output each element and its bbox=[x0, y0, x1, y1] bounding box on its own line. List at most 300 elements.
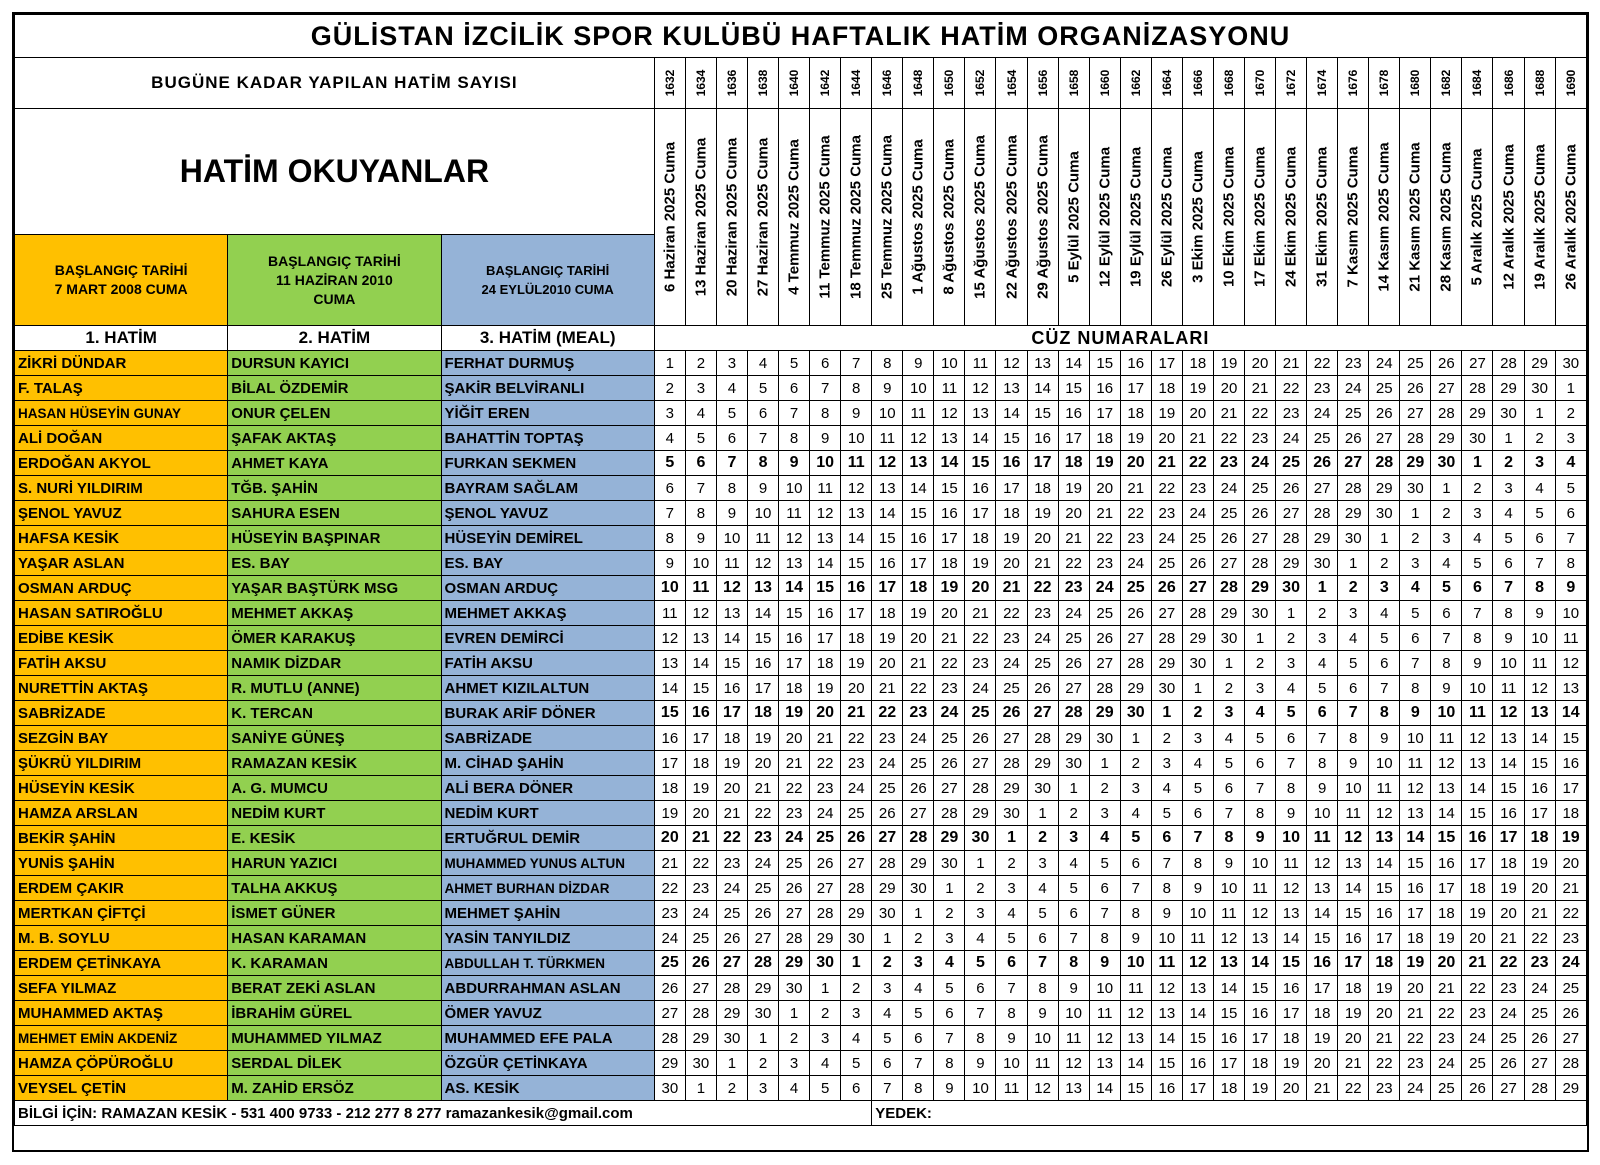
cuz-cell: 26 bbox=[1493, 1051, 1524, 1076]
cuz-cell: 13 bbox=[1400, 801, 1431, 826]
cuz-cell: 4 bbox=[1431, 551, 1462, 576]
cuz-cell: 2 bbox=[1089, 776, 1120, 801]
cuz-cell: 30 bbox=[1493, 401, 1524, 426]
cuz-cell: 14 bbox=[903, 476, 934, 501]
date-header bbox=[685, 109, 716, 326]
cuz-cell: 24 bbox=[716, 876, 747, 901]
cuz-cell: 3 bbox=[1555, 426, 1586, 451]
cuz-cell: 4 bbox=[1338, 626, 1369, 651]
cuz-cell: 1 bbox=[810, 976, 841, 1001]
cuz-cell: 26 bbox=[1213, 526, 1244, 551]
cuz-cell: 27 bbox=[747, 926, 778, 951]
cuz-cell: 8 bbox=[934, 1051, 965, 1076]
cuz-cell: 17 bbox=[1307, 976, 1338, 1001]
cuz-cell: 8 bbox=[1524, 576, 1555, 601]
header-cuz-numaralari: CÜZ NUMARALARI bbox=[654, 326, 1586, 351]
cuz-cell: 14 bbox=[1027, 376, 1058, 401]
hatim-1-name: HAMZA ÇÖPÜROĞLU bbox=[15, 1051, 228, 1076]
cuz-cell: 5 bbox=[1400, 601, 1431, 626]
date-header bbox=[716, 109, 747, 326]
cuz-cell: 16 bbox=[996, 451, 1027, 476]
hatim-2-name: DURSUN KAYICI bbox=[228, 351, 441, 376]
cuz-cell: 2 bbox=[934, 901, 965, 926]
cuz-cell: 15 bbox=[1307, 926, 1338, 951]
cuz-cell: 25 bbox=[685, 926, 716, 951]
cuz-cell: 26 bbox=[1338, 426, 1369, 451]
cuz-cell: 20 bbox=[654, 826, 685, 851]
cuz-cell: 13 bbox=[1151, 1001, 1182, 1026]
cuz-cell: 25 bbox=[1027, 651, 1058, 676]
hatim-count: 1646 bbox=[880, 69, 895, 97]
hatim-count-cell bbox=[1213, 58, 1244, 109]
cuz-cell: 8 bbox=[903, 1076, 934, 1101]
cuz-cell: 15 bbox=[1400, 851, 1431, 876]
cuz-cell: 27 bbox=[1182, 576, 1213, 601]
cuz-cell: 9 bbox=[1307, 776, 1338, 801]
cuz-cell: 3 bbox=[1431, 526, 1462, 551]
cuz-cell: 12 bbox=[934, 401, 965, 426]
cuz-cell: 30 bbox=[1462, 426, 1493, 451]
cuz-cell: 29 bbox=[1244, 576, 1275, 601]
cuz-cell: 21 bbox=[872, 676, 903, 701]
cuz-cell: 1 bbox=[747, 1026, 778, 1051]
cuz-cell: 12 bbox=[747, 551, 778, 576]
cuz-cell: 5 bbox=[1151, 801, 1182, 826]
cuz-cell: 9 bbox=[1151, 901, 1182, 926]
cuz-cell: 10 bbox=[1244, 851, 1275, 876]
hatim-2-name: NAMIK DİZDAR bbox=[228, 651, 441, 676]
cuz-cell: 22 bbox=[841, 726, 872, 751]
cuz-cell: 18 bbox=[1027, 476, 1058, 501]
table-row bbox=[15, 701, 1587, 726]
cuz-cell: 20 bbox=[1058, 501, 1089, 526]
cuz-cell: 8 bbox=[1369, 701, 1400, 726]
cuz-cell: 29 bbox=[903, 851, 934, 876]
cuz-cell: 30 bbox=[1027, 776, 1058, 801]
cuz-cell: 18 bbox=[654, 776, 685, 801]
hatim-count-cell bbox=[685, 58, 716, 109]
cuz-cell: 2 bbox=[996, 851, 1027, 876]
cuz-cell: 26 bbox=[903, 776, 934, 801]
cuz-cell: 19 bbox=[872, 626, 903, 651]
cuz-cell: 7 bbox=[1431, 626, 1462, 651]
cuz-cell: 12 bbox=[1027, 1076, 1058, 1101]
cuz-cell: 21 bbox=[934, 626, 965, 651]
hatim-3-name: YİĞİT EREN bbox=[441, 401, 654, 426]
cuz-cell: 25 bbox=[810, 826, 841, 851]
hatim-1-name: EDİBE KESİK bbox=[15, 626, 228, 651]
cuz-cell: 22 bbox=[1182, 451, 1213, 476]
cuz-cell: 3 bbox=[996, 876, 1027, 901]
hatim-count: 1656 bbox=[1035, 69, 1050, 97]
cuz-cell: 22 bbox=[1493, 951, 1524, 976]
date-label: 1 Ağustos 2025 Cuma bbox=[909, 139, 927, 295]
date-header bbox=[1555, 109, 1586, 326]
hatim-1-name: ŞÜKRÜ YILDIRIM bbox=[15, 751, 228, 776]
cuz-cell: 12 bbox=[716, 576, 747, 601]
cuz-cell: 17 bbox=[1400, 901, 1431, 926]
cuz-cell: 24 bbox=[1244, 451, 1275, 476]
table-row bbox=[15, 776, 1587, 801]
cuz-cell: 22 bbox=[1089, 526, 1120, 551]
cuz-cell: 2 bbox=[747, 1051, 778, 1076]
cuz-cell: 30 bbox=[747, 1001, 778, 1026]
cuz-cell: 24 bbox=[934, 701, 965, 726]
cuz-cell: 23 bbox=[1400, 1051, 1431, 1076]
date-label: 17 Ekim 2025 Cuma bbox=[1251, 146, 1269, 288]
cuz-cell: 20 bbox=[965, 576, 996, 601]
date-label: 4 Temmuz 2025 Cuma bbox=[785, 139, 803, 295]
cuz-cell: 4 bbox=[1555, 451, 1586, 476]
cuz-cell: 20 bbox=[1493, 901, 1524, 926]
cuz-cell: 26 bbox=[1431, 351, 1462, 376]
hatim-count-cell bbox=[1493, 58, 1524, 109]
cuz-cell: 18 bbox=[903, 576, 934, 601]
hatim-1-name: MERTKAN ÇİFTÇİ bbox=[15, 901, 228, 926]
cuz-cell: 11 bbox=[1493, 676, 1524, 701]
date-header bbox=[1276, 109, 1307, 326]
cuz-cell: 29 bbox=[1276, 551, 1307, 576]
cuz-cell: 10 bbox=[872, 401, 903, 426]
cuz-cell: 15 bbox=[716, 651, 747, 676]
cuz-cell: 18 bbox=[934, 551, 965, 576]
cuz-cell: 22 bbox=[810, 751, 841, 776]
date-label: 20 Haziran 2025 Cuma bbox=[723, 137, 741, 297]
cuz-cell: 28 bbox=[996, 751, 1027, 776]
cuz-cell: 1 bbox=[1524, 401, 1555, 426]
hatim-3-name: ALİ BERA DÖNER bbox=[441, 776, 654, 801]
cuz-cell: 7 bbox=[996, 976, 1027, 1001]
cuz-cell: 1 bbox=[1555, 376, 1586, 401]
hatim-1-name: FATİH AKSU bbox=[15, 651, 228, 676]
cuz-cell: 9 bbox=[1431, 676, 1462, 701]
cuz-cell: 13 bbox=[1307, 876, 1338, 901]
cuz-cell: 27 bbox=[1555, 1026, 1586, 1051]
cuz-cell: 17 bbox=[841, 601, 872, 626]
cuz-cell: 1 bbox=[1369, 526, 1400, 551]
hatim-count: 1666 bbox=[1190, 69, 1205, 97]
baslangic-3-line1: BAŞLANGIÇ TARİHİ bbox=[486, 263, 610, 278]
yedek-footer: YEDEK: bbox=[872, 1101, 1587, 1126]
cuz-cell: 10 bbox=[1338, 776, 1369, 801]
cuz-cell: 13 bbox=[965, 401, 996, 426]
cuz-cell: 17 bbox=[1089, 401, 1120, 426]
cuz-cell: 16 bbox=[1089, 376, 1120, 401]
cuz-cell: 14 bbox=[1400, 826, 1431, 851]
cuz-cell: 2 bbox=[1338, 576, 1369, 601]
cuz-cell: 28 bbox=[779, 926, 810, 951]
cuz-cell: 5 bbox=[1213, 751, 1244, 776]
cuz-cell: 22 bbox=[1555, 901, 1586, 926]
cuz-cell: 5 bbox=[1555, 476, 1586, 501]
table-row bbox=[15, 976, 1587, 1001]
cuz-cell: 5 bbox=[1493, 526, 1524, 551]
cuz-cell: 13 bbox=[654, 651, 685, 676]
cuz-cell: 29 bbox=[1400, 451, 1431, 476]
cuz-cell: 14 bbox=[1307, 901, 1338, 926]
cuz-cell: 11 bbox=[903, 401, 934, 426]
cuz-cell: 20 bbox=[996, 551, 1027, 576]
cuz-cell: 28 bbox=[716, 976, 747, 1001]
cuz-cell: 29 bbox=[779, 951, 810, 976]
hatim-count: 1680 bbox=[1408, 69, 1423, 97]
cuz-cell: 6 bbox=[1400, 626, 1431, 651]
cuz-cell: 6 bbox=[716, 426, 747, 451]
cuz-cell: 30 bbox=[654, 1076, 685, 1101]
hatim-count-cell bbox=[1089, 58, 1120, 109]
cuz-cell: 3 bbox=[1027, 851, 1058, 876]
cuz-cell: 14 bbox=[1524, 726, 1555, 751]
cuz-cell: 27 bbox=[1089, 651, 1120, 676]
cuz-cell: 23 bbox=[1493, 976, 1524, 1001]
cuz-cell: 5 bbox=[1120, 826, 1151, 851]
cuz-cell: 23 bbox=[1307, 376, 1338, 401]
cuz-cell: 7 bbox=[1369, 676, 1400, 701]
cuz-cell: 2 bbox=[1151, 726, 1182, 751]
hatim-2-name: R. MUTLU (ANNE) bbox=[228, 676, 441, 701]
cuz-cell: 7 bbox=[1338, 701, 1369, 726]
cuz-cell: 19 bbox=[1120, 426, 1151, 451]
cuz-cell: 21 bbox=[1524, 901, 1555, 926]
cuz-cell: 26 bbox=[1369, 401, 1400, 426]
cuz-cell: 24 bbox=[1338, 376, 1369, 401]
cuz-cell: 28 bbox=[1120, 651, 1151, 676]
hatim-count: 1664 bbox=[1159, 69, 1174, 97]
cuz-cell: 27 bbox=[996, 726, 1027, 751]
cuz-cell: 14 bbox=[1182, 1001, 1213, 1026]
cuz-cell: 28 bbox=[1555, 1051, 1586, 1076]
cuz-cell: 1 bbox=[654, 351, 685, 376]
cuz-cell: 5 bbox=[1244, 726, 1275, 751]
cuz-cell: 3 bbox=[1244, 676, 1275, 701]
cuz-cell: 25 bbox=[1089, 601, 1120, 626]
cuz-cell: 9 bbox=[1555, 576, 1586, 601]
cuz-cell: 9 bbox=[1462, 651, 1493, 676]
cuz-cell: 16 bbox=[654, 726, 685, 751]
cuz-cell: 27 bbox=[1058, 676, 1089, 701]
cuz-cell: 6 bbox=[841, 1076, 872, 1101]
cuz-cell: 12 bbox=[1555, 651, 1586, 676]
date-label: 13 Haziran 2025 Cuma bbox=[692, 137, 710, 297]
cuz-cell: 3 bbox=[716, 351, 747, 376]
cuz-cell: 15 bbox=[841, 551, 872, 576]
hatim-1-name: BEKİR ŞAHİN bbox=[15, 826, 228, 851]
cuz-cell: 7 bbox=[1244, 776, 1275, 801]
cuz-cell: 4 bbox=[779, 1076, 810, 1101]
cuz-cell: 29 bbox=[1027, 751, 1058, 776]
hatim-3-name: MUHAMMED EFE PALA bbox=[441, 1026, 654, 1051]
cuz-cell: 12 bbox=[1120, 1001, 1151, 1026]
cuz-cell: 11 bbox=[1027, 1051, 1058, 1076]
cuz-cell: 22 bbox=[1151, 476, 1182, 501]
cuz-cell: 15 bbox=[1027, 401, 1058, 426]
cuz-cell: 26 bbox=[747, 901, 778, 926]
cuz-cell: 21 bbox=[1027, 551, 1058, 576]
cuz-cell: 7 bbox=[1058, 926, 1089, 951]
cuz-cell: 12 bbox=[1524, 676, 1555, 701]
cuz-cell: 21 bbox=[965, 601, 996, 626]
cuz-cell: 10 bbox=[1524, 626, 1555, 651]
cuz-cell: 24 bbox=[1058, 601, 1089, 626]
cuz-cell: 6 bbox=[1244, 751, 1275, 776]
cuz-cell: 6 bbox=[872, 1051, 903, 1076]
cuz-cell: 8 bbox=[685, 501, 716, 526]
cuz-cell: 23 bbox=[1524, 951, 1555, 976]
cuz-cell: 25 bbox=[1524, 1001, 1555, 1026]
cuz-cell: 8 bbox=[1555, 551, 1586, 576]
cuz-cell: 5 bbox=[996, 926, 1027, 951]
cuz-cell: 10 bbox=[654, 576, 685, 601]
date-label: 25 Temmuz 2025 Cuma bbox=[878, 135, 896, 299]
table-row bbox=[15, 676, 1587, 701]
cuz-cell: 14 bbox=[1213, 976, 1244, 1001]
cuz-cell: 9 bbox=[779, 451, 810, 476]
hatim-1-name: SEZGİN BAY bbox=[15, 726, 228, 751]
cuz-cell: 22 bbox=[1400, 1026, 1431, 1051]
hatim-count-cell bbox=[934, 58, 965, 109]
cuz-cell: 4 bbox=[1027, 876, 1058, 901]
cuz-cell: 11 bbox=[716, 551, 747, 576]
cuz-cell: 10 bbox=[1369, 751, 1400, 776]
cuz-cell: 1 bbox=[1338, 551, 1369, 576]
cuz-cell: 16 bbox=[1120, 351, 1151, 376]
cuz-cell: 19 bbox=[1058, 476, 1089, 501]
hatim-3-name: ERTUĞRUL DEMİR bbox=[441, 826, 654, 851]
cuz-cell: 4 bbox=[965, 926, 996, 951]
table-row bbox=[15, 826, 1587, 851]
cuz-cell: 26 bbox=[1462, 1076, 1493, 1101]
cuz-cell: 22 bbox=[1120, 501, 1151, 526]
cuz-cell: 16 bbox=[1276, 976, 1307, 1001]
cuz-cell: 30 bbox=[1058, 751, 1089, 776]
cuz-cell: 30 bbox=[779, 976, 810, 1001]
cuz-cell: 30 bbox=[1338, 526, 1369, 551]
cuz-cell: 20 bbox=[1120, 451, 1151, 476]
cuz-cell: 19 bbox=[996, 526, 1027, 551]
cuz-cell: 18 bbox=[810, 651, 841, 676]
cuz-cell: 22 bbox=[934, 651, 965, 676]
hatim-1-name: HASAN SATIROĞLU bbox=[15, 601, 228, 626]
cuz-cell: 20 bbox=[1431, 951, 1462, 976]
cuz-cell: 7 bbox=[1276, 751, 1307, 776]
date-header bbox=[1244, 109, 1275, 326]
cuz-cell: 15 bbox=[1276, 951, 1307, 976]
cuz-cell: 19 bbox=[810, 676, 841, 701]
cuz-cell: 3 bbox=[1182, 726, 1213, 751]
cuz-cell: 8 bbox=[1151, 876, 1182, 901]
cuz-cell: 24 bbox=[810, 801, 841, 826]
cuz-cell: 27 bbox=[1338, 451, 1369, 476]
date-label: 27 Haziran 2025 Cuma bbox=[754, 137, 772, 297]
hatim-count: 1658 bbox=[1066, 69, 1081, 97]
cuz-cell: 7 bbox=[1089, 901, 1120, 926]
cuz-cell: 5 bbox=[1462, 551, 1493, 576]
baslangic-hatim-1 bbox=[15, 235, 228, 326]
hatim-table bbox=[14, 14, 1587, 1126]
cuz-cell: 24 bbox=[1431, 1051, 1462, 1076]
cuz-cell: 20 bbox=[1338, 1026, 1369, 1051]
cuz-cell: 22 bbox=[1276, 376, 1307, 401]
cuz-cell: 13 bbox=[716, 601, 747, 626]
cuz-cell: 3 bbox=[1276, 651, 1307, 676]
hatim-2-name: MEHMET AKKAŞ bbox=[228, 601, 441, 626]
cuz-cell: 28 bbox=[1493, 351, 1524, 376]
cuz-cell: 25 bbox=[996, 676, 1027, 701]
cuz-cell: 8 bbox=[810, 401, 841, 426]
cuz-cell: 30 bbox=[1555, 351, 1586, 376]
cuz-cell: 9 bbox=[934, 1076, 965, 1101]
cuz-cell: 18 bbox=[841, 626, 872, 651]
cuz-cell: 14 bbox=[1431, 801, 1462, 826]
cuz-cell: 15 bbox=[1089, 351, 1120, 376]
cuz-cell: 17 bbox=[1182, 1076, 1213, 1101]
cuz-cell: 30 bbox=[716, 1026, 747, 1051]
cuz-cell: 1 bbox=[1027, 801, 1058, 826]
cuz-cell: 23 bbox=[903, 701, 934, 726]
hatim-2-name: BERAT ZEKİ ASLAN bbox=[228, 976, 441, 1001]
baslangic-2-line3: CUMA bbox=[313, 290, 356, 307]
cuz-cell: 18 bbox=[996, 501, 1027, 526]
cuz-cell: 24 bbox=[747, 851, 778, 876]
cuz-cell: 15 bbox=[1244, 976, 1275, 1001]
hatim-count-cell bbox=[1524, 58, 1555, 109]
cuz-cell: 5 bbox=[716, 401, 747, 426]
cuz-cell: 20 bbox=[872, 651, 903, 676]
cuz-cell: 29 bbox=[1307, 526, 1338, 551]
cuz-cell: 11 bbox=[1182, 926, 1213, 951]
cuz-cell: 24 bbox=[1151, 526, 1182, 551]
cuz-cell: 25 bbox=[1338, 401, 1369, 426]
cuz-cell: 27 bbox=[841, 851, 872, 876]
cuz-cell: 14 bbox=[810, 551, 841, 576]
cuz-cell: 11 bbox=[1213, 901, 1244, 926]
cuz-cell: 24 bbox=[1213, 476, 1244, 501]
cuz-cell: 6 bbox=[1182, 801, 1213, 826]
cuz-cell: 28 bbox=[1524, 1076, 1555, 1101]
cuz-cell: 28 bbox=[1213, 576, 1244, 601]
cuz-cell: 28 bbox=[1276, 526, 1307, 551]
cuz-cell: 30 bbox=[1307, 551, 1338, 576]
cuz-cell: 5 bbox=[747, 376, 778, 401]
cuz-cell: 21 bbox=[1213, 401, 1244, 426]
cuz-cell: 29 bbox=[934, 826, 965, 851]
cuz-cell: 16 bbox=[1027, 426, 1058, 451]
cuz-cell: 24 bbox=[779, 826, 810, 851]
cuz-cell: 12 bbox=[1338, 826, 1369, 851]
cuz-cell: 17 bbox=[1555, 776, 1586, 801]
hatim-count-cell bbox=[903, 58, 934, 109]
cuz-cell: 15 bbox=[996, 426, 1027, 451]
cuz-cell: 9 bbox=[810, 426, 841, 451]
cuz-cell: 30 bbox=[1213, 626, 1244, 651]
cuz-cell: 27 bbox=[1213, 551, 1244, 576]
hatim-2-name: SAHURA ESEN bbox=[228, 501, 441, 526]
hatim-3-name: ÖZGÜR ÇETİNKAYA bbox=[441, 1051, 654, 1076]
cuz-cell: 9 bbox=[1213, 851, 1244, 876]
cuz-cell: 8 bbox=[1058, 951, 1089, 976]
cuz-cell: 15 bbox=[965, 451, 996, 476]
cuz-cell: 29 bbox=[716, 1001, 747, 1026]
hatim-1-name: ŞENOL YAVUZ bbox=[15, 501, 228, 526]
cuz-cell: 16 bbox=[841, 576, 872, 601]
hatim-3-name: EVREN DEMİRCİ bbox=[441, 626, 654, 651]
cuz-cell: 24 bbox=[654, 926, 685, 951]
cuz-cell: 8 bbox=[1027, 976, 1058, 1001]
cuz-cell: 24 bbox=[1462, 1026, 1493, 1051]
cuz-cell: 21 bbox=[841, 701, 872, 726]
hatim-1-name: NURETTİN AKTAŞ bbox=[15, 676, 228, 701]
cuz-cell: 14 bbox=[965, 426, 996, 451]
